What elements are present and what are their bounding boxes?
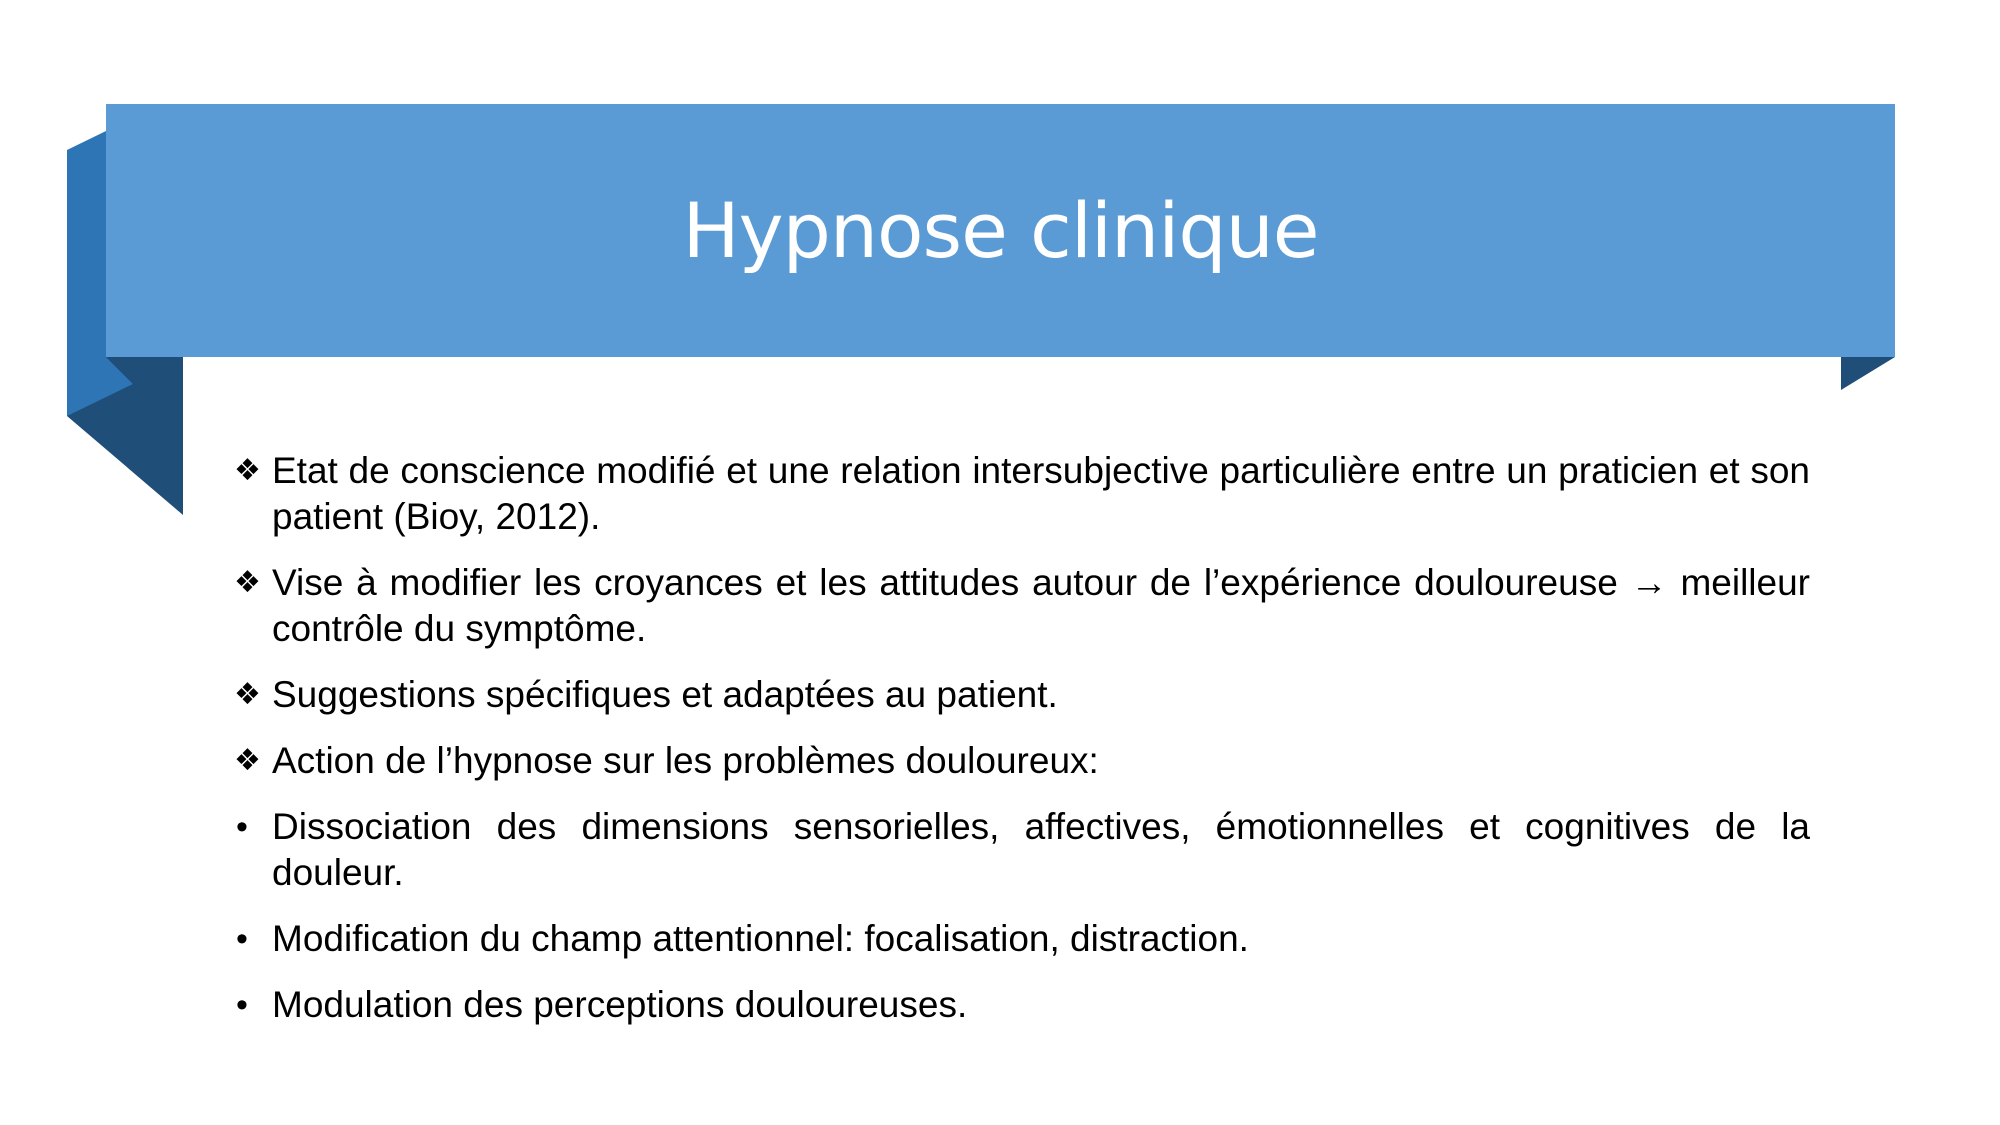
list-item <box>234 804 1810 896</box>
dot-bullet-icon: • <box>236 920 248 958</box>
diamond-cluster-icon: ❖ <box>234 566 261 599</box>
diamond-cluster-icon: ❖ <box>234 454 261 487</box>
dot-bullet-icon: • <box>236 986 248 1024</box>
list-item-text: Etat de conscience modifié et une relation intersubjective particulière entre un praticien et son patient (Bioy, 2012). <box>272 450 1810 537</box>
list-item-text: Action de l’hypnose sur les problèmes douloureux: <box>272 740 1099 781</box>
list-item-text: Dissociation des dimensions sensorielles, affectives, émotionnelles et cognitives de la douleur. <box>272 806 1810 893</box>
list-item-text: Modification du champ attentionnel: focalisation, distraction. <box>272 918 1249 959</box>
list-item <box>234 672 1810 718</box>
dot-bullet-icon: • <box>236 808 248 846</box>
list-item <box>234 560 1810 652</box>
diamond-cluster-icon: ❖ <box>234 744 261 777</box>
bullet-list <box>234 448 1810 1048</box>
diamond-cluster-icon: ❖ <box>234 678 261 711</box>
list-item <box>234 448 1810 540</box>
list-item-text: Suggestions spécifiques et adaptées au patient. <box>272 674 1058 715</box>
list-item <box>234 738 1810 784</box>
slide-title: Hypnose clinique <box>682 186 1319 275</box>
list-item-text: Vise à modifier les croyances et les attitudes autour de l’expérience douloureuse → meilleur contrôle du symptôme. <box>272 562 1810 649</box>
ribbon-right-tab <box>1841 357 1895 390</box>
list-item-text: Modulation des perceptions douloureuses. <box>272 984 968 1025</box>
list-item <box>234 982 1810 1028</box>
list-item <box>234 916 1810 962</box>
